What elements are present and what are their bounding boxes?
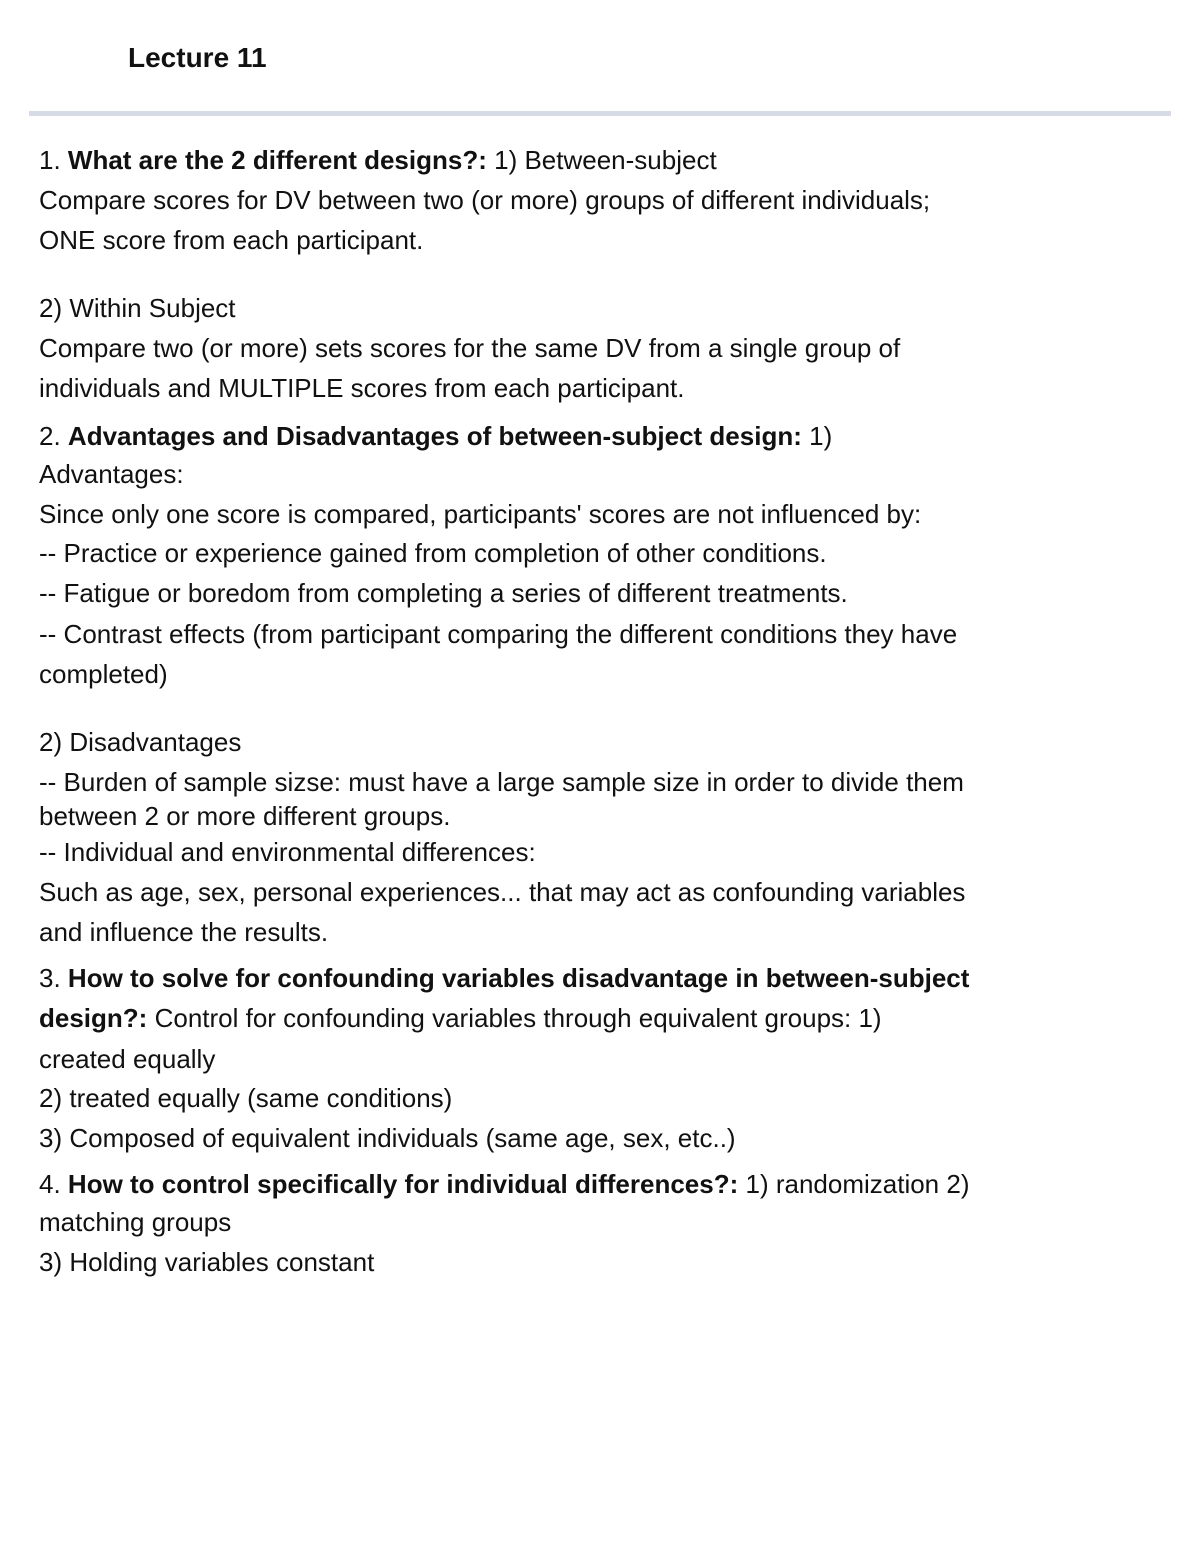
q2-line: -- Fatigue or boredom from completing a series of different treatments. [39,578,848,608]
q4-line: 3) Holding variables constant [39,1247,375,1277]
q2-line: between 2 or more different groups. [39,801,451,831]
q2-question: Advantages and Disadvantages of between-subject design: [67,421,802,451]
q2-heading [39,416,832,456]
q2-number: 2. [39,421,61,451]
q2-line: 2) Disadvantages [39,727,242,757]
title-divider [29,111,1171,116]
q1-line: Compare scores for DV between two (or more) groups of different individuals; [39,185,931,215]
page-title: Lecture 11 [128,42,267,73]
q3-question: How to solve for confounding variables disadvantage in between-subject [67,963,970,993]
q4-number: 4. [39,1169,61,1199]
q2-answer-start: 1) [809,421,833,451]
q2-line: Since only one score is compared, participants' scores are not influenced by: [39,499,922,529]
q2-line: -- Burden of sample sizse: must have a large sample size in order to divide them [39,767,964,797]
q2-line: Such as age, sex, personal experiences... that may act as confounding variables [39,877,966,907]
q3-answer-start: Control for confounding variables through equivalent groups: 1) [154,1003,882,1033]
q1-line: ONE score from each participant. [39,225,424,255]
q1-answer-start: 1) Between-subject [494,145,717,175]
q3-number: 3. [39,963,61,993]
q4-heading [39,1164,969,1204]
q1-question: What are the 2 different designs?: [67,145,487,175]
q2-line: -- Contrast effects (from participant comparing the different conditions they have [39,619,958,649]
q2-line: -- Practice or experience gained from completion of other conditions. [39,538,827,568]
q3-question-cont: design?: [39,1003,148,1033]
q3-line: 2) treated equally (same conditions) [39,1083,453,1113]
q4-line: matching groups [39,1207,232,1237]
q3-line: 3) Composed of equivalent individuals (same age, sex, etc..) [39,1123,736,1153]
q2-line: Advantages: [39,459,184,489]
q4-question: How to control specifically for individual differences?: [67,1169,739,1199]
q3-heading-cont [39,998,882,1038]
q1-line: 2) Within Subject [39,293,236,323]
q1-heading [39,140,717,180]
q2-line: -- Individual and environmental differences: [39,837,536,867]
q1-line: individuals and MULTIPLE scores from each participant. [39,373,685,403]
q3-heading [39,958,969,998]
q3-line: created equally [39,1044,216,1074]
q4-answer-start: 1) randomization 2) [745,1169,970,1199]
q2-line: completed) [39,659,168,689]
q1-line: Compare two (or more) sets scores for the same DV from a single group of [39,333,901,363]
q2-line: and influence the results. [39,917,329,947]
q1-number: 1. [39,145,61,175]
